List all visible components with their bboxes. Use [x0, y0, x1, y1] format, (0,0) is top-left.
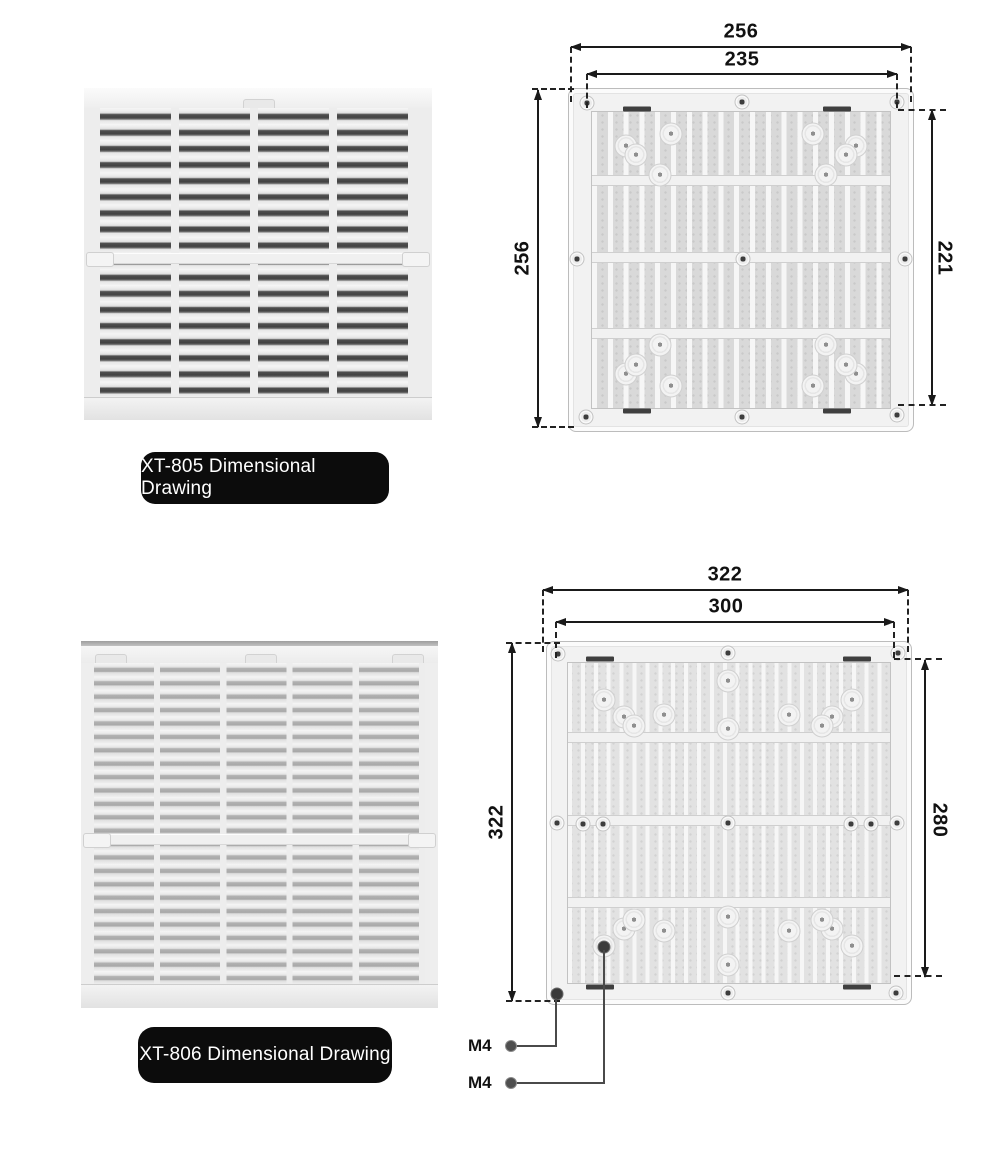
extension-line	[910, 47, 912, 102]
screw-icon	[889, 986, 904, 1001]
boss-icon	[778, 920, 801, 943]
screw-icon	[551, 647, 566, 662]
m4-leader-line	[516, 1082, 605, 1084]
extension-line	[894, 975, 942, 977]
dim-value-inner-width-805: 235	[724, 48, 760, 71]
extension-line	[898, 404, 946, 406]
m4-callout-bottom: M4	[468, 1073, 492, 1092]
boss-icon	[649, 164, 672, 187]
clip-slot	[823, 409, 851, 414]
grille-top-cap	[84, 88, 432, 109]
dim-value-outer-width-806: 322	[707, 563, 743, 586]
boss-icon	[717, 718, 740, 741]
xt805-label-text: XT-805 Dimensional Drawing	[141, 456, 316, 499]
clip-slot	[823, 107, 851, 112]
boss-icon	[802, 375, 825, 398]
screw-icon	[898, 252, 913, 267]
boss-icon	[811, 715, 834, 738]
screw-icon	[721, 816, 736, 831]
xt806-front-view	[81, 641, 438, 1008]
dim-value-outer-height-806: 322	[485, 804, 508, 840]
screw-icon	[550, 816, 565, 831]
screw-icon	[864, 817, 879, 832]
extension-line	[586, 74, 588, 108]
dim-line-outer-width-806	[543, 589, 908, 591]
boss-icon	[841, 689, 864, 712]
extension-line	[894, 658, 942, 660]
clip-slot	[586, 657, 614, 662]
m4-screw-point	[551, 988, 564, 1001]
latch-tab-left	[83, 833, 111, 848]
screw-icon	[735, 95, 750, 110]
clip-slot	[623, 107, 651, 112]
boss-icon	[815, 334, 838, 357]
boss-icon	[841, 935, 864, 958]
grille-top-cap	[81, 646, 438, 664]
boss-icon	[717, 954, 740, 977]
boss-icon	[649, 334, 672, 357]
m4-leader-dot	[505, 1077, 517, 1089]
dim-line-inner-width-805	[587, 73, 897, 75]
m4-leader-line	[516, 1045, 557, 1047]
boss-icon	[625, 144, 648, 167]
m4-callout-top: M4	[468, 1036, 492, 1055]
boss-icon	[835, 354, 858, 377]
clip-slot	[843, 985, 871, 990]
extension-line	[532, 426, 574, 428]
grille-latch-band	[94, 835, 425, 844]
extension-line	[570, 47, 572, 102]
latch-tab-left	[86, 252, 114, 267]
xt805-back-view	[568, 88, 914, 432]
grille-latch-band	[100, 254, 416, 263]
xt806-back-view	[546, 641, 912, 1005]
grid-rail	[592, 176, 890, 185]
dim-value-inner-height-805: 221	[933, 240, 956, 276]
dim-value-outer-height-805: 256	[511, 240, 534, 276]
dim-value-inner-width-806: 300	[708, 595, 744, 618]
dim-line-outer-height-806	[511, 643, 513, 1001]
extension-line	[907, 590, 909, 652]
boss-icon	[802, 123, 825, 146]
screw-icon	[596, 817, 611, 832]
screw-icon	[579, 410, 594, 425]
boss-icon	[593, 689, 616, 712]
m4-leader-line	[555, 998, 557, 1045]
boss-icon	[653, 704, 676, 727]
latch-tab-right	[402, 252, 430, 267]
m4-leader-dot	[505, 1040, 517, 1052]
grille-base	[84, 397, 432, 420]
screw-icon	[576, 817, 591, 832]
latch-tab-right	[408, 833, 436, 848]
dim-value-outer-width-805: 256	[723, 20, 759, 43]
boss-icon	[623, 909, 646, 932]
extension-line	[893, 622, 895, 658]
boss-icon	[660, 123, 683, 146]
boss-icon	[623, 715, 646, 738]
boss-icon	[811, 909, 834, 932]
dim-line-inner-width-806	[556, 621, 894, 623]
screw-icon	[721, 646, 736, 661]
boss-icon	[717, 670, 740, 693]
boss-icon	[717, 906, 740, 929]
extension-line	[555, 622, 557, 658]
clip-slot	[623, 409, 651, 414]
dim-line-outer-height-805	[537, 90, 539, 427]
extension-line	[506, 1000, 560, 1002]
extension-line	[896, 74, 898, 108]
xt805-front-view	[84, 88, 432, 420]
screw-icon	[735, 410, 750, 425]
extension-line	[532, 88, 574, 90]
grid-rail	[592, 329, 890, 338]
xt806-label-pill	[138, 1027, 392, 1083]
extension-line	[506, 642, 560, 644]
clip-slot	[586, 985, 614, 990]
screw-icon	[890, 408, 905, 423]
boss-icon	[835, 144, 858, 167]
grille-louvers	[81, 663, 438, 985]
boss-icon	[653, 920, 676, 943]
boss-icon	[778, 704, 801, 727]
screw-icon	[890, 816, 905, 831]
screw-icon	[570, 252, 585, 267]
grille-base	[81, 984, 438, 1008]
extension-line	[898, 109, 946, 111]
grille-louvers	[84, 108, 432, 398]
boss-icon	[815, 164, 838, 187]
m4-leader-line	[603, 950, 605, 1082]
screw-icon	[844, 817, 859, 832]
screw-icon	[736, 252, 751, 267]
boss-icon	[625, 354, 648, 377]
dim-value-inner-height-806: 280	[928, 802, 951, 838]
dim-line-inner-height-806	[924, 660, 926, 977]
screw-icon	[721, 986, 736, 1001]
xt805-label-pill	[141, 452, 389, 504]
clip-slot	[843, 657, 871, 662]
boss-icon	[660, 375, 683, 398]
xt806-label-text: XT-806 Dimensional Drawing	[139, 1044, 391, 1065]
